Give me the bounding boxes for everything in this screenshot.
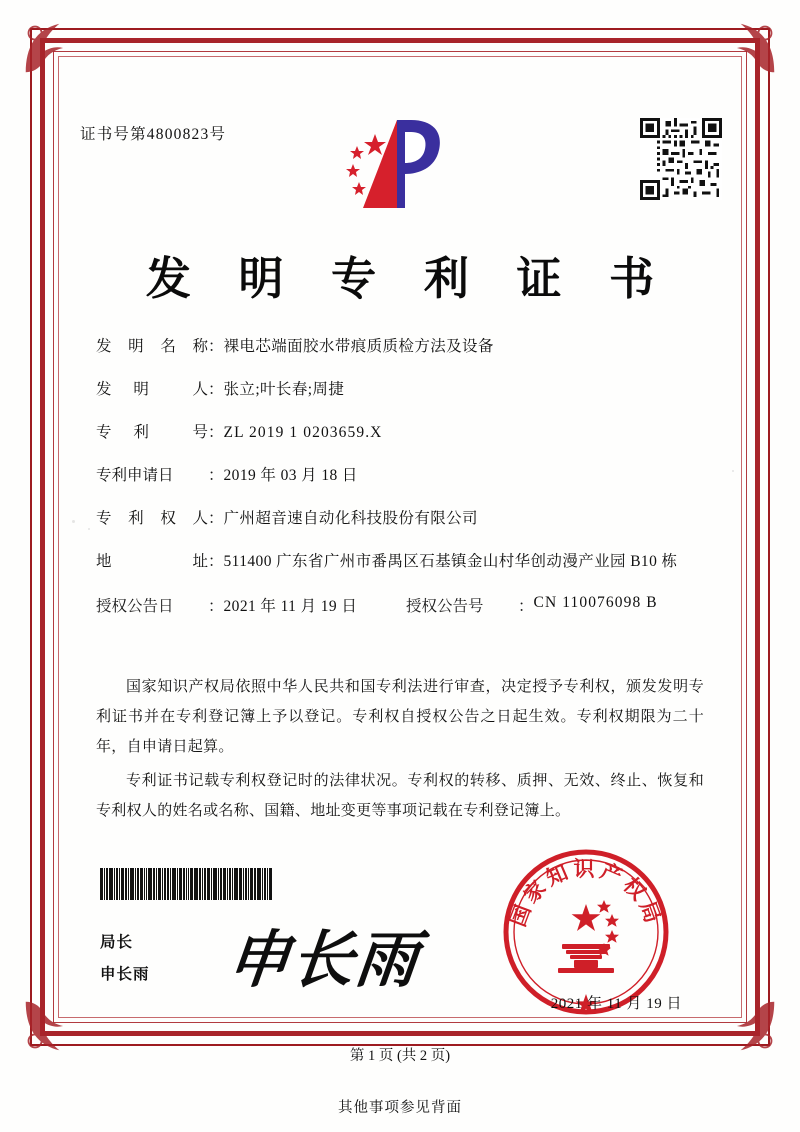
label-char: 明 (133, 380, 149, 398)
field-address (96, 551, 704, 573)
announcement-row (96, 594, 704, 616)
director-name: 申长雨 (100, 966, 150, 983)
label-char: 利 (128, 509, 144, 527)
page-speck (732, 470, 734, 472)
field-patentee (96, 508, 704, 530)
label-char: 人 (192, 380, 208, 398)
label-char: 人 (192, 509, 208, 527)
qr-code-icon (640, 118, 722, 200)
field-colon: ： (208, 466, 224, 484)
corner-ornament-icon (22, 20, 78, 76)
field-label (96, 379, 208, 401)
label-char: 明 (128, 338, 144, 355)
field-application-date (96, 465, 704, 487)
page-speck (72, 520, 75, 523)
field-colon: ： (208, 509, 224, 527)
label-char: 发 (96, 338, 112, 355)
field-colon: ： (208, 380, 224, 398)
announcement-number-label: 授权公告号 (406, 597, 484, 615)
field-colon: ： (208, 597, 224, 615)
svg-text:国家知识产权局: 国家知识产权局 (504, 856, 668, 930)
label-char: 址 (192, 552, 208, 570)
corner-ornament-icon (722, 20, 778, 76)
inventors-value: 张立;叶长春;周捷 (223, 380, 345, 398)
label-char: 发 (96, 380, 112, 398)
label-char: 专利申请日 (96, 466, 174, 484)
label-char: 地 (96, 552, 112, 570)
page-speck (88, 528, 90, 530)
field-invention-title (96, 336, 704, 358)
field-patent-number (96, 422, 704, 444)
page-title: 发 明 专 利 证 书 (145, 252, 671, 305)
paragraph: 国家知识产权局依照中华人民共和国专利法进行审查，决定授予专利权，颁发发明专利证书并在专利登记簿上予以登记。专利权自授权公告之日起生效。专利权期限为二十年，自申请日起算。 (96, 679, 704, 755)
announcement-date-value: 2021 年 11 月 19 日 (223, 597, 358, 615)
footer-note: 其他事项参见背面 (338, 1100, 462, 1116)
announcement-date-label: 授权公告日 (96, 597, 174, 615)
label-char: 称 (192, 338, 208, 355)
label-char: 利 (133, 423, 149, 441)
label-char: 专 (96, 423, 112, 441)
paragraph: 专利证书记载专利权登记时的法律状况。专利权的转移、质押、无效、终止、恢复和专利权人的姓名或名称、国籍、地址变更等事项记载在专利登记簿上。 (96, 773, 704, 819)
director-label: 局长 (100, 934, 134, 951)
application-date-value: 2019 年 03 月 18 日 (223, 466, 358, 484)
page-number: 第 1 页 (共 2 页) (349, 1048, 451, 1064)
legal-text (96, 672, 704, 830)
address-value: 511400 广东省广州市番禺区石基镇金山村华创动漫产业园 B10 栋 (223, 552, 678, 570)
field-colon: ： (208, 423, 224, 441)
patentee-value: 广州超音速自动化科技股份有限公司 (223, 509, 478, 527)
field-colon: ： (208, 552, 224, 570)
field-label (96, 422, 208, 444)
label-char: 号 (192, 423, 208, 441)
field-inventors (96, 379, 704, 401)
patent-number-value: ZL 2019 1 0203659.X (223, 423, 383, 441)
announcement-number (406, 594, 658, 616)
field-colon: ： (518, 597, 534, 615)
label-char: 名 (160, 338, 176, 355)
barcode (100, 868, 310, 900)
announcement-number-value: CN 110076098 B (533, 593, 658, 611)
label-char: 专 (96, 509, 112, 527)
field-label (96, 336, 208, 358)
field-label (96, 551, 208, 573)
cnipa-logo-icon (335, 112, 465, 222)
field-label (96, 465, 208, 487)
certificate-number: 证书号第4800823号 (80, 126, 227, 143)
invention-title-value: 裸电芯端面胶水带痕质质检方法及设备 (223, 338, 494, 355)
field-colon: ： (208, 338, 224, 355)
handwritten-signature: 申长雨 (223, 923, 424, 996)
label-char: 权 (160, 509, 176, 527)
seal-date: 2021 年 11 月 19 日 (550, 996, 682, 1012)
announcement-date (96, 594, 406, 616)
field-label (96, 508, 208, 530)
field-list (96, 336, 704, 634)
